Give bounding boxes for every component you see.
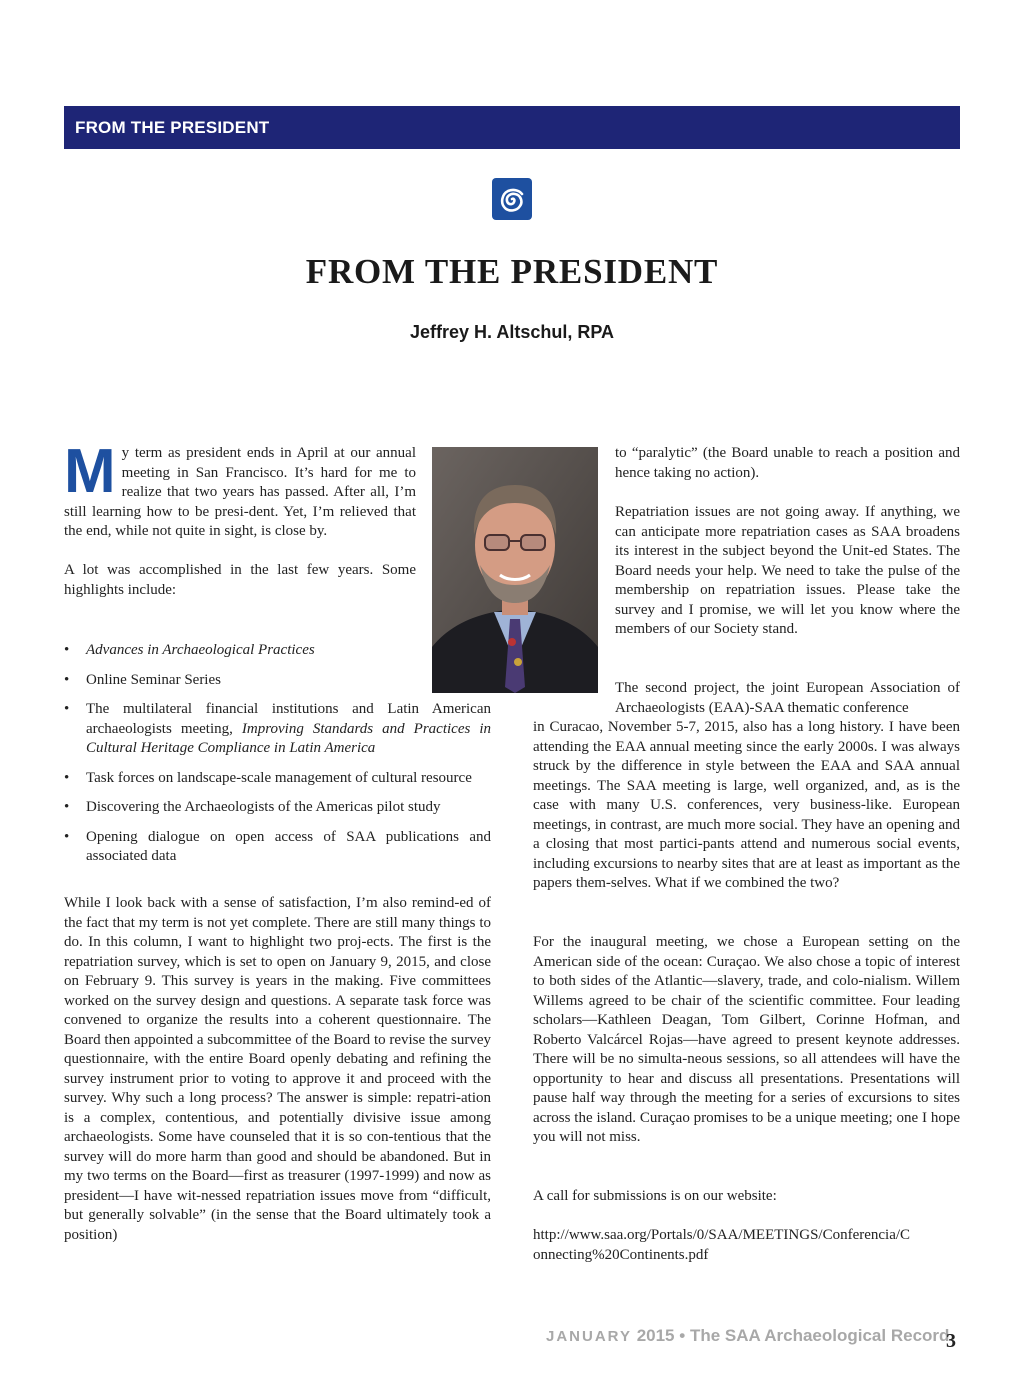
bullet-text: Discovering the Archaeologists of the Americas pilot study	[86, 799, 441, 815]
footer-month: JANUARY	[546, 1328, 632, 1345]
list-item	[64, 769, 491, 789]
bullet-dot: •	[64, 671, 70, 688]
bullet-italic-title: Improving Standards and Practices in Cultural Heritage Compliance in Latin America	[86, 720, 491, 756]
list-item	[64, 798, 491, 818]
footer-year: 2015	[636, 1326, 675, 1345]
intro-text	[64, 437, 416, 600]
section-banner	[64, 106, 960, 149]
paragraph-conference-intro: The second project, the joint European Association of Archaeologists (EAA)-SAA thematic conference	[615, 680, 960, 716]
drop-cap: M	[64, 437, 116, 506]
list-item	[64, 671, 491, 691]
paragraph-inaugural: For the inaugural meeting, we chose a European setting on the American side of the ocean: Curaçao. We also chose a topic of interest to both sides of the Atlantic—slavery, trade, and colo-nialism. Willem Willems agreed to be chair of the scientific committee. Four leading scholars—Kathleen Deagan, Tom Gilbert, Corinne Hofman, and Roberto Valcárcel Rojas—have agreed to present keynote addresses. There will be no simulta-neous sessions, so all attendees will have the opportunity to hear and discuss all presentations. Presentations will pause half way through the meeting for a series of excursions to sites across the island. Curaçao promises to be a unique meeting; one I hope you will not miss.	[533, 934, 960, 1145]
spiral-icon	[491, 177, 533, 221]
paragraph-survey: While I look back with a sense of satisfaction, I’m also remind-ed of the fact that my term is not yet complete. There are still many things to do. In this column, I want to highlight two proj-ects. The first is the repatriation survey, which is set to open on January 9, 2015, and close on February 9. This survey is years in the making. Five committees worked on the survey design and questions. A separate task force was convened to organize the results into a coherent questionnaire. The Board then appointed a subcommittee of the Board to revise the survey questionnaire, with the entire Board openly debating and refining the survey instrument prior to voting to approve it and proceed with the survey. Why such a long process? The answer is simple: repatri-ation is a complex, contentious, and potentially divisive issue among archaeologists. Some have counseled that it is so con-tentious that the survey will do more harm than good and should be abandoned. But in my two terms on the Board—first as treasurer (1997-1999) and now as president—I have wit-nessed repatriation issues move from “difficult, but generally solvable” (in the sense that the Board ultimately took a position)	[64, 895, 491, 1243]
running-footer	[546, 1326, 949, 1346]
bullet-dot: •	[64, 701, 70, 717]
page-title: FROM THE PRESIDENT	[305, 252, 719, 291]
paragraph-call: A call for submissions is on our website:	[533, 1188, 777, 1204]
paragraph-repatriation: Repatriation issues are not going away. If anything, we can anticipate more repatriation cases as SAA broadens its interest in the subject beyond the Unit-ed States. The Board needs your help. We need to take the pulse of the membership on repatriation issues. Please take the survey and I promise, we will let you know where the members of our Society stand.	[615, 504, 960, 637]
footer-publication: The SAA Archaeological Record	[689, 1326, 950, 1345]
submission-link[interactable]	[533, 1226, 973, 1265]
bullet-dot: •	[64, 828, 70, 845]
bullet-dot: •	[64, 642, 70, 658]
bullet-dot: •	[64, 769, 70, 786]
paragraph-conference: in Curacao, November 5-7, 2015, also has a long history. I have been attending the EAA annual meeting since the early 2000s. I was always struck by the difference in style between the EAA and SAA annual meetings. The SAA meeting is large, well organized, and, as is the case with many U.S. conferences, very business-like. European meetings, in contrast, are much more social. They have an opening and a closing that most partici-pants attend and numerous social events, including excursions to nearby sites that are at least as important as the papers them-selves. What if we combined the two?	[533, 719, 960, 891]
paragraph-highlights: A lot was accomplished in the last few years. Some highlights include:	[64, 562, 416, 598]
list-item	[64, 641, 376, 661]
bullet-text: Online Seminar Series	[86, 671, 221, 688]
footer-separator: •	[679, 1326, 686, 1345]
author-byline: Jeffrey H. Altschul, RPA	[409, 322, 615, 342]
paragraph-paralytic: to “paralytic” (the Board unable to reach a position and hence taking no action).	[615, 445, 960, 481]
bullet-text: Task forces on landscape-scale management of cultural resource	[86, 769, 472, 786]
list-item	[64, 828, 491, 867]
page-number: 3	[946, 1330, 956, 1352]
bullet-text: The multilateral financial institutions and Latin American archaeologists meeting,	[86, 701, 491, 737]
link-line-2[interactable]: onnecting%20Continents.pdf	[533, 1246, 709, 1263]
bullet-text: Opening dialogue on open access of SAA publications and associated data	[86, 828, 491, 864]
paragraph-intro: y term as president ends in April at our annual meeting in San Francisco. It’s hard for me to realize that two years has passed. After all, I’m still learning how to be presi-dent. Yet, I’m relieved that the end, while not quite in sight, is close by.	[64, 445, 416, 539]
highlights-list	[64, 641, 491, 877]
bullet-text: Advances in Archaeological Practices	[86, 642, 315, 658]
banner-label: FROM THE PRESIDENT	[75, 117, 270, 137]
list-item	[64, 700, 491, 759]
link-line-1[interactable]: http://www.saa.org/Portals/0/SAA/MEETINGS/Conferencia/C	[533, 1227, 911, 1243]
bullet-dot: •	[64, 799, 70, 815]
